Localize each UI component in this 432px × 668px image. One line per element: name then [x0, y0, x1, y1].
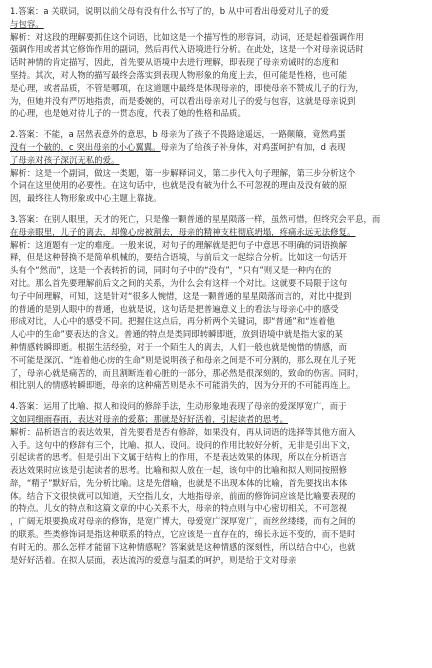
text-segment: 的特点。儿女的特点和这篇文章的中心关系不大，母亲的特点则与中心密切相关，不可忽视 [10, 503, 347, 514]
text-segment: 母亲为了给孩子补身体，对鸡蛋呵护有加，d 表现 [160, 141, 346, 152]
text-segment: 的联系。些类修饰词是指这种联系的特点，它应该是一直存在的，绵长永远不变的，而不是时 [10, 529, 356, 540]
text-line [10, 490, 423, 503]
text-line [10, 213, 423, 226]
text-line [10, 69, 423, 82]
text-line [10, 367, 423, 380]
text-line [10, 541, 423, 554]
text-line [10, 107, 423, 120]
text-line [10, 303, 423, 316]
text-line [10, 464, 423, 477]
text-segment: 头有个“然而”，这是一个表转折的词，同时句子中的“没有”，“只有”则又是一种内在的 [10, 265, 332, 276]
text-line [10, 154, 423, 167]
text-segment: 是好好活着。在拟人层面，表达流泻的爱意与温柔的呵护，则是给于文对母亲 [10, 554, 297, 565]
text-segment: 4.答案：运用了比喻、拟人和设问的修辞手法，生动形象地表现了母亲的爱深厚宽广，而于 [10, 401, 347, 412]
text-segment: 因，最终往人物形象或中心主题上靠拢。 [10, 193, 162, 204]
text-line [10, 315, 423, 328]
text-line [10, 328, 423, 341]
text-line [10, 128, 423, 141]
underlined-text: 文如同细雨春雨，表达对母亲的爱慕；那就是好好活着，引起读者的思考。 [10, 413, 289, 424]
text-segment: 1.答案：a 关联词，说明以前父母有没有什么书写了的，b 从中可看出母爱对儿子的爱 [10, 6, 329, 16]
text-line [10, 354, 423, 367]
text-segment: 入手。这句中的修辞有三个，比喻、拟人、设问。设问的作用比较好分析，无非是引出下文， [10, 439, 356, 450]
text-line [10, 5, 423, 18]
text-line [10, 264, 423, 277]
text-line [10, 192, 423, 205]
text-segment: 解析：品析语言的表达效果，首先要看是否有修辞，如果没有，再从词语的选择等其他方面入 [10, 426, 356, 437]
text-segment: 种情感转瞬即逝。根据生活经验，对于一个陌生人的离去，人们一般也就是惋惜的情感，而 [10, 341, 347, 352]
text-segment: 解析：这是一个副词，做这一类题，第一步解释词义，第二步代入句子理解，第三步分析这个 [10, 167, 356, 178]
text-segment: 个词在这里使用的必要性。在这句话中，也就是没有破为什么不可忽视的理由及没有破的原 [10, 180, 347, 191]
text-segment: 解析：对这段的理解要抓住这个词语，比如这是一个描写性的形容词，动词，还是起着强调作用 [10, 31, 364, 42]
answer-3-block [10, 213, 423, 392]
text-line [10, 56, 423, 69]
text-segment: 有时无的。那么怎样才能留下这种情感呢？答案就是这种情感的深刻性，所以结合中心，也就 [10, 541, 356, 552]
text-segment: 是心理，或者品质，不管是哪项，在这道题中最终是体现母亲的，即使母亲不赞成儿子的行为， [10, 82, 364, 93]
text-segment: 3.答案：在别人眼里，天才的死亡，只是像一颗普通的星星陨落一样，虽然可惜，但终究会平息，而 [10, 213, 381, 224]
text-line [10, 277, 423, 290]
text-line [10, 413, 423, 426]
text-line [10, 400, 423, 413]
text-segment: 了，母亲心就是痛苦的，而且割断连着心脏的一部分，那必然是很深刻的，致命的伤害。同时， [10, 367, 364, 378]
text-line [10, 141, 423, 154]
text-segment: 句子中间理解，可知，这是针对“很多人惋惜，这是一颗普通的星星陨落而言的，对比中提到 [10, 290, 352, 301]
text-line [10, 31, 423, 44]
text-line [10, 239, 423, 252]
answer-1-block [10, 5, 423, 120]
text-segment: 表达效果时应该是引起读者的思考。比喻和拟人放在一起，该句中的比喻和拟人则同按照修 [10, 465, 347, 476]
text-line [10, 554, 423, 567]
text-line [10, 451, 423, 464]
text-segment: 的心理，也是她对待儿子的一贯态度，代表了她的性格和品质。 [10, 108, 246, 119]
text-segment: 的普通的是别人眼中的普通，也就是说，这句话是把普遍意义上的看法与母亲心中的感受 [10, 303, 339, 314]
text-line [10, 251, 423, 264]
text-line [10, 43, 423, 56]
text-segment: 辞，“精子”默好后，先分析比喻。这是先借喻，也就是不出现本体的比喻，首先要找出本体 [10, 477, 348, 488]
text-segment: 2.答案：不能，a 居然表意外的意思，b 母亲为了孩子不畏路途遥远，一路颠簸，竟然鸡蛋 [10, 129, 346, 140]
text-segment: 引起读者的思考。但是引出下文属于结构上的作用，不是表达效果的体现，所以在分析语言 [10, 452, 347, 463]
text-line [10, 502, 423, 515]
text-line [10, 439, 423, 452]
text-line [10, 477, 423, 490]
text-line [10, 290, 423, 303]
text-line [10, 95, 423, 108]
text-segment: 坚持。其次，对人物的描写最终会落实到表现人物形象的角度上去，但可能是性格，也可能 [10, 69, 347, 80]
text-line [10, 528, 423, 541]
text-segment: 话时神情的肯定描写，因此，首先要从语境中去进行理解，即表现了母亲劝诫时的态度和 [10, 57, 339, 68]
underlined-text: 没有一个破的，c 突出母亲的小心翼翼。 [10, 141, 161, 152]
text-segment: 强调作用或者其它修饰作用的副词，然后再代入语境进行分析。在此处，这是一个对母亲说话时 [10, 44, 364, 55]
text-line [10, 379, 423, 392]
text-segment: 形成对比，人心中的感受不同。把握住这点后，再分析两个关键词，即“普通”和“连着他 [10, 316, 335, 327]
text-segment: 人心中的生命”要表达的含义。普通的特点是类同即转瞬即逝，放到语境中就是指大家的某 [10, 329, 343, 340]
text-line [10, 426, 423, 439]
text-segment: 体。结合下文很快就可以知道，天空指儿女，大地指母亲，前面的修饰词应该是比喻要表现的 [10, 490, 356, 501]
text-line [10, 18, 423, 31]
text-segment: 不可能是深沉、“连着他心房的生命”则是说明孩子和母亲之间是不可分割的，那么现在儿子死 [10, 354, 356, 365]
answer-2-block [10, 128, 423, 205]
text-line [10, 341, 423, 354]
text-segment: 为，但她并没有严厉地指责，而是委婉的，可以看出母亲对儿子的爱与包容，这就是母亲说到 [10, 95, 356, 106]
text-segment: 释，但是这种替换不是简单机械的，要结合语境，与前后文一起综合分析。比如这一句话开 [10, 252, 347, 263]
text-line [10, 515, 423, 528]
text-line [10, 179, 423, 192]
underlined-text: 与包容。 [10, 18, 44, 29]
underlined-text: 了母亲对孩子深沉无私的爱。 [10, 154, 120, 165]
text-segment: 相比别人的情感转瞬即逝，母亲的这种痛苦则是永不可能消失的，因为分开的不可能再连上。 [10, 380, 356, 391]
text-segment: ，广阔无垠要换成对母亲的修饰，是宽广博大，母爱宽广深厚宽广，而丝丝缕缕，而有之间的 [10, 516, 356, 527]
text-line [10, 82, 423, 95]
text-line [10, 226, 423, 239]
text-segment: 解析：这道题有一定的难度。一般来说，对句子的理解就是把句子中意思不明确的词语换解 [10, 239, 347, 250]
text-segment: 对比。那么首先要理解前后文之间的关系，为什么会有这样一个对比。这就要不局限于这句 [10, 277, 347, 288]
text-line [10, 167, 423, 180]
answer-4-block [10, 400, 423, 566]
underlined-text: 在母亲眼里，儿子的离去，却像心房被割去，母亲的精神支柱彻底坍塌，疼痛永远无法修复。 [10, 226, 356, 237]
